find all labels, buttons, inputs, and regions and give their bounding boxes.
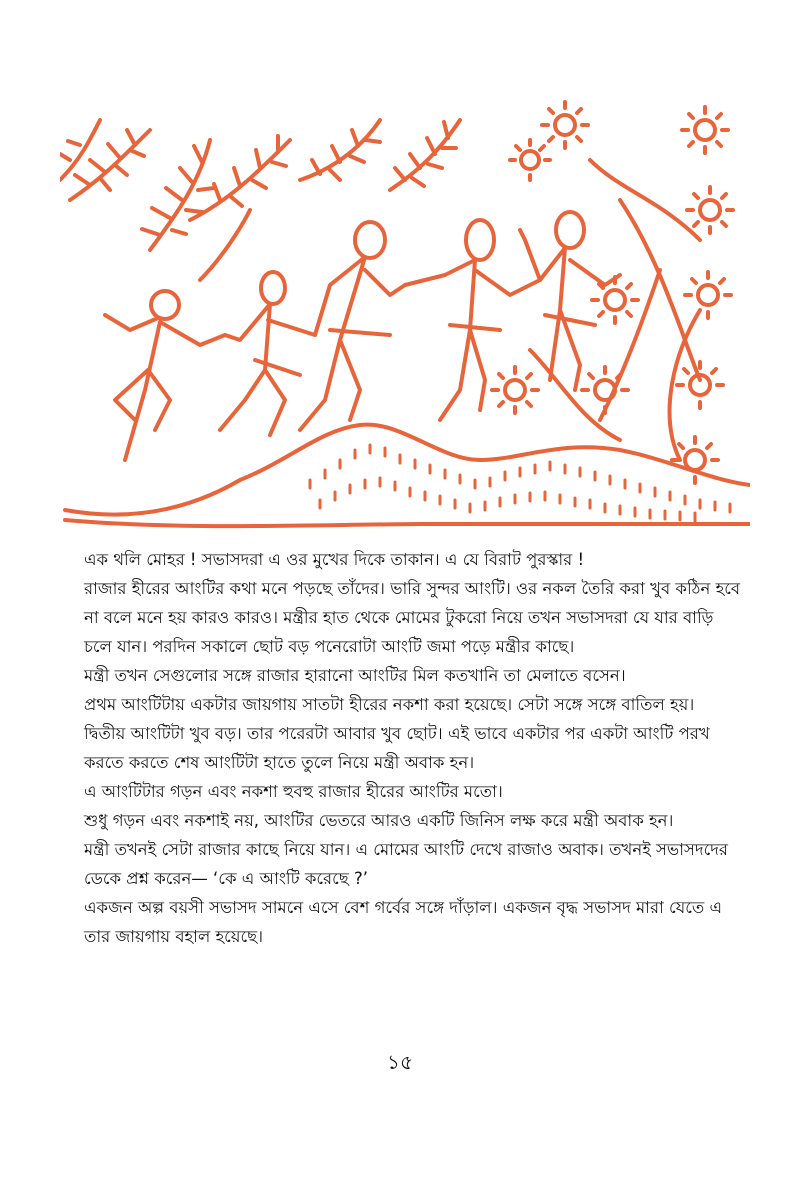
sun-flowers [492, 102, 733, 483]
paragraph: এ আংটিটার গড়ন এবং নকশা হুবহু রাজার হীরের আংটির মতো। [84, 782, 503, 801]
paragraph: রাজার হীরের আংটির কথা মনে পড়ছে তাঁদের। ভারি সুন্দর আংটি। ওর নকল তৈরি করা খুব কঠিন হবে না বলে মনে হয় কারও কারও। মন্ত্রীর হাত থেকে মোমের টুকরো নিয়ে তখন সভাসদরা যে যার বাড়ি চলে যান। পরদিন সকালে ছোট বড় পনেরোটা আংটি জমা পড়ে মন্ত্রীর কাছে। [84, 579, 741, 656]
folk-art-illustration [60, 100, 750, 530]
paragraph: প্রথম আংটিটায় একটার জায়গায় সাতটা হীরের নকশা করা হয়েছে। সেটা সঙ্গে সঙ্গে বাতিল হয়। [84, 695, 695, 714]
hills [65, 425, 750, 527]
paragraph: মন্ত্রী তখনই সেটা রাজার কাছে নিয়ে যান। এ মোমের আংটি দেখে রাজাও অবাক। তখনই সভাসদদের ডেকে প্রশ্ন করেন— ‘কে এ আংটি করেছে ?’ [84, 840, 728, 888]
tree-branches [60, 120, 460, 280]
paragraph: মন্ত্রী তখন সেগুলোর সঙ্গে রাজার হারানো আংটির মিল কতখানি তা মেলাতে বসেন। [84, 666, 626, 685]
paragraph: দ্বিতীয় আংটিটা খুব বড়। তার পরেরটা আবার খুব ছোট। এই ভাবে একটার পর একটা আংটি পরখ করতে করতে শেষ আংটিটা হাতে তুলে নিয়ে মন্ত্রী অবাক হন। [84, 724, 710, 772]
story-text [84, 545, 744, 951]
paragraph: এক থলি মোহর ! সভাসদরা এ ওর মুখের দিকে তাকান। এ যে বিরাট পুরস্কার ! [84, 550, 585, 569]
paragraph: শুধু গড়ন এবং নকশাই নয়, আংটির ভেতরে আরও একটি জিনিস লক্ষ করে মন্ত্রী অবাক হন। [84, 811, 674, 830]
paragraph: একজন অল্প বয়সী সভাসদ সামনে এসে বেশ গর্বের সঙ্গে দাঁড়াল। একজন বৃদ্ধ সভাসদ মারা যেতে এ তার জায়গায় বহাল হয়েছে। [84, 898, 723, 946]
page-number: ১৫ [387, 1050, 413, 1074]
